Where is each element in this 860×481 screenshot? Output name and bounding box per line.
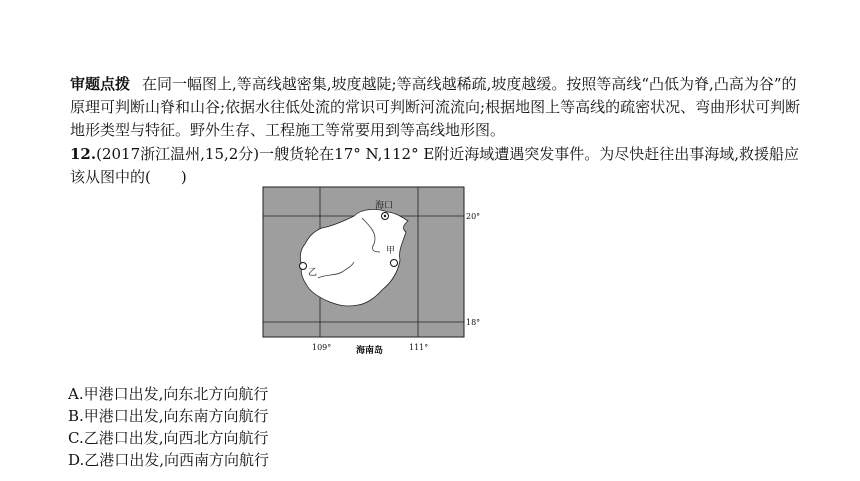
haikou-dot: [384, 215, 386, 217]
analysis-tag: 审题点拨: [70, 75, 131, 93]
lat-label-18: 18°: [466, 318, 481, 327]
hainan-map: [262, 186, 481, 361]
port-jia-label: 甲: [386, 246, 396, 256]
option-b[interactable]: B.甲港口出发,向东南方向航行: [68, 407, 269, 425]
island-name-label: 海南岛: [356, 346, 384, 356]
port-jia-marker: [391, 260, 398, 267]
option-d[interactable]: D.乙港口出发,向西南方向航行: [68, 451, 270, 469]
question-text: (2017浙江温州,15,2分)一艘货轮在17° N,112° E附近海域遭遇突发事件。为尽快赶往出事海域,救援船应该从图中的( ): [70, 145, 800, 186]
question-number: 12.: [70, 145, 97, 163]
question-stem: [70, 143, 810, 189]
port-yi-label: 乙: [308, 268, 318, 278]
answer-options: [68, 383, 269, 471]
option-c[interactable]: C.乙港口出发,向西北方向航行: [68, 429, 269, 447]
lon-label-111: 111°: [409, 343, 429, 352]
hainan-map-figure: [262, 186, 481, 361]
lon-label-109: 109°: [312, 343, 332, 352]
haikou-label: 海口: [375, 201, 394, 211]
analysis-paragraph: [70, 73, 810, 142]
option-a[interactable]: A.甲港口出发,向东北方向航行: [68, 385, 269, 403]
port-yi-marker: [300, 263, 307, 270]
lat-label-20: 20°: [466, 212, 481, 221]
analysis-text: 在同一幅图上,等高线越密集,坡度越陡;等高线越稀疏,坡度越缓。按照等高线“凸低为脊,凸高为谷”的原理可判断山脊和山谷;依据水往低处流的常识可判断河流流向;根据地图上等高线的疏密状况、弯曲形状可判断地形类型与特征。野外生存、工程施工等常要用到等高线地形图。: [70, 75, 801, 139]
